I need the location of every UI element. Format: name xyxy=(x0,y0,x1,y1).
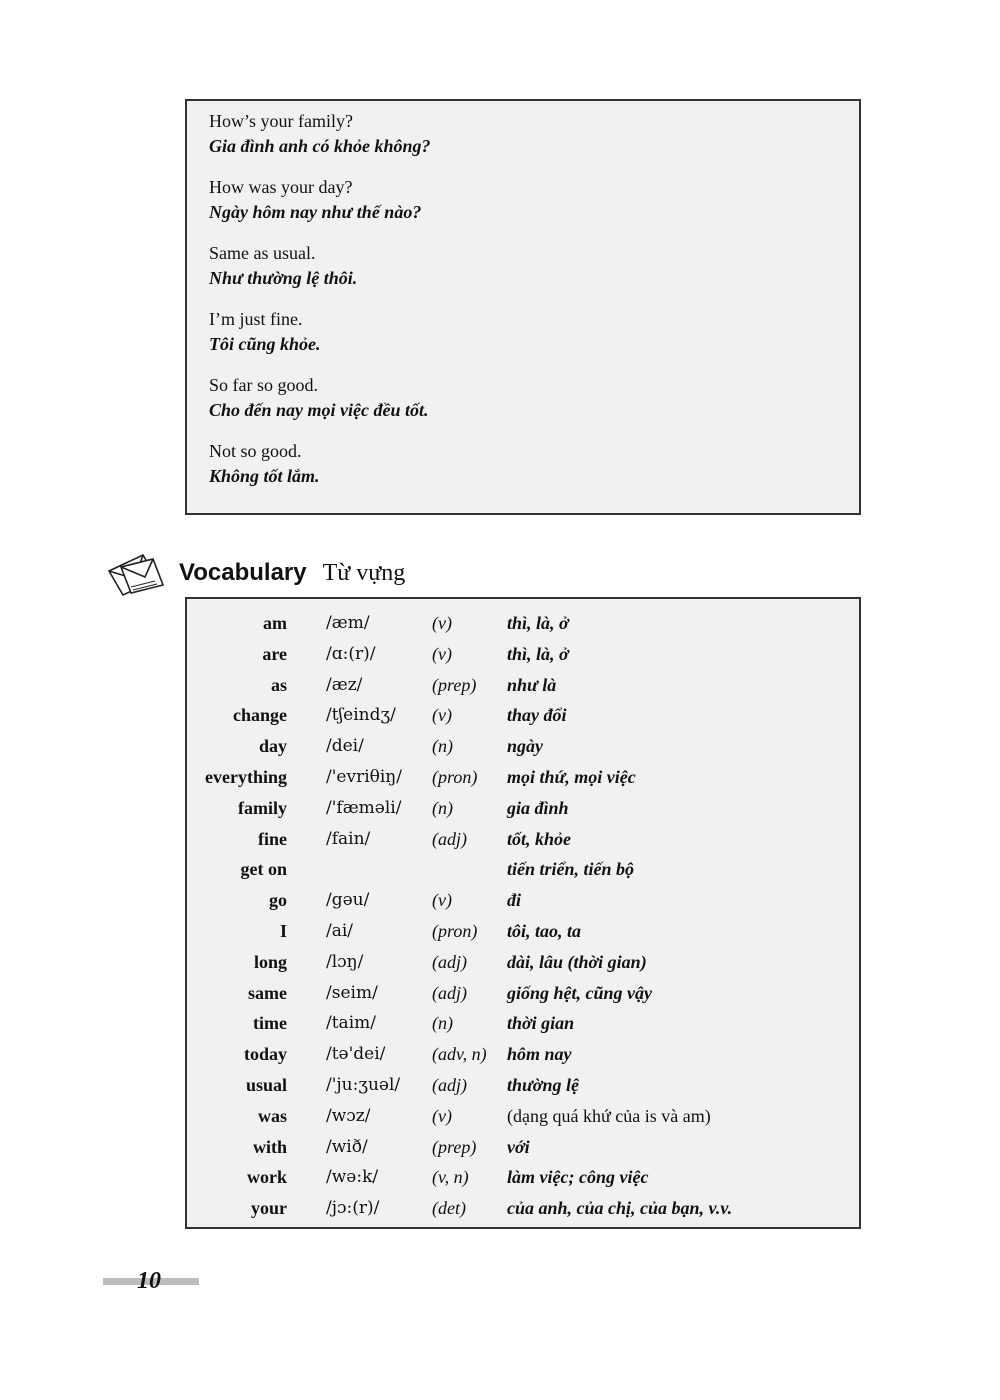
vocab-meaning: dài, lâu (thời gian) xyxy=(507,951,647,972)
envelopes-icon xyxy=(105,549,167,597)
vocab-meaning: thay đổi xyxy=(507,705,567,726)
vocab-row xyxy=(187,854,859,885)
vocab-meaning: với xyxy=(507,1136,530,1157)
vocab-pronunciation: /wɔz/ xyxy=(326,1105,371,1126)
vocab-row xyxy=(187,1193,859,1224)
vocab-row xyxy=(187,978,859,1009)
vocab-part-of-speech: (pron) xyxy=(432,920,478,941)
vocab-row xyxy=(187,947,859,978)
vocab-pronunciation: /ai/ xyxy=(326,920,354,941)
phrase-english: How’s your family? xyxy=(209,111,353,131)
vocab-row xyxy=(187,608,859,639)
vocab-part-of-speech: (v) xyxy=(432,890,452,911)
phrase-english: How was your day? xyxy=(209,177,353,197)
page-number xyxy=(103,1268,203,1294)
vocab-pronunciation: /seim/ xyxy=(326,982,378,1003)
vocab-meaning: tiến triển, tiến bộ xyxy=(507,859,635,880)
phrase-english: I’m just fine. xyxy=(209,309,303,329)
vocab-row xyxy=(187,670,859,701)
phrase-vietnamese: Cho đến nay mọi việc đều tốt. xyxy=(209,400,429,420)
vocab-part-of-speech: (det) xyxy=(432,1198,466,1219)
vocab-row xyxy=(187,762,859,793)
vocab-word: family xyxy=(238,797,287,818)
vocab-meaning: hôm nay xyxy=(507,1044,572,1065)
phrase-english: Same as usual. xyxy=(209,243,316,263)
vocab-word: long xyxy=(253,951,287,972)
vocabulary-header xyxy=(105,548,605,598)
phrase-item xyxy=(209,373,859,423)
phrase-english: So far so good. xyxy=(209,375,318,395)
vocab-word: with xyxy=(252,1136,287,1157)
vocab-meaning: như là xyxy=(507,674,557,695)
vocab-meaning: của anh, của chị, của bạn, v.v. xyxy=(507,1198,733,1219)
vocab-meaning: thường lệ xyxy=(507,1074,579,1095)
vocab-part-of-speech: (pron) xyxy=(432,766,478,787)
vocab-row xyxy=(187,916,859,947)
vocabulary-title-vietnamese: Từ vựng xyxy=(322,559,406,586)
vocab-row xyxy=(187,700,859,731)
vocab-row xyxy=(187,885,859,916)
vocab-meaning: thì, là, ở xyxy=(507,643,569,664)
vocab-pronunciation: /gəu/ xyxy=(326,890,370,911)
vocab-part-of-speech: (n) xyxy=(432,797,453,818)
vocab-word: work xyxy=(247,1167,287,1188)
vocab-part-of-speech: (prep) xyxy=(432,1136,477,1157)
phrase-vietnamese: Tôi cũng khỏe. xyxy=(209,334,321,354)
phrase-vietnamese: Không tốt lắm. xyxy=(209,466,320,486)
vocab-row xyxy=(187,1008,859,1039)
vocab-word: get on xyxy=(240,859,287,880)
phrase-english: Not so good. xyxy=(209,441,302,461)
vocab-pronunciation: /wə:k/ xyxy=(326,1167,379,1188)
vocab-pronunciation: /æm/ xyxy=(326,613,370,633)
vocab-pronunciation: /fain/ xyxy=(326,828,371,849)
vocab-meaning: thì, là, ở xyxy=(507,613,569,633)
vocab-row xyxy=(187,731,859,762)
vocab-part-of-speech: (n) xyxy=(432,1013,453,1034)
vocab-meaning: gia đình xyxy=(507,797,569,818)
vocab-word: go xyxy=(269,890,287,911)
vocab-word: I xyxy=(279,920,287,941)
vocab-pronunciation: /'fæməli/ xyxy=(326,797,402,818)
vocab-meaning: thời gian xyxy=(507,1013,575,1034)
vocab-meaning: mọi thứ, mọi việc xyxy=(507,766,636,787)
vocab-pronunciation: /jɔ:(r)/ xyxy=(326,1198,380,1219)
vocab-word: everything xyxy=(205,766,287,787)
vocab-part-of-speech: (adv, n) xyxy=(432,1044,487,1065)
vocab-row xyxy=(187,1101,859,1132)
vocab-word: today xyxy=(243,1044,287,1065)
vocab-part-of-speech: (n) xyxy=(432,736,453,757)
phrase-item xyxy=(209,307,859,357)
vocab-pronunciation: /'evriθiŋ/ xyxy=(326,766,402,787)
vocab-part-of-speech: (prep) xyxy=(432,674,477,695)
vocab-meaning: (dạng quá khứ của is và am) xyxy=(507,1105,711,1126)
vocab-word: day xyxy=(258,736,287,757)
vocab-meaning: tôi, tao, ta xyxy=(507,920,582,941)
vocab-part-of-speech: (v) xyxy=(432,1105,452,1126)
vocab-row xyxy=(187,1162,859,1193)
vocab-pronunciation: /'ju:ʒuəl/ xyxy=(326,1074,401,1095)
vocab-word: are xyxy=(262,643,287,664)
phrase-vietnamese: Như thường lệ thôi. xyxy=(209,268,358,288)
phrase-item xyxy=(209,439,859,489)
vocab-pronunciation: /lɔŋ/ xyxy=(326,951,364,972)
vocab-pronunciation: /wið/ xyxy=(326,1136,368,1157)
vocab-part-of-speech: (adj) xyxy=(432,982,467,1003)
vocab-row xyxy=(187,793,859,824)
vocab-part-of-speech: (v) xyxy=(432,613,452,633)
vocab-row xyxy=(187,1070,859,1101)
vocab-row xyxy=(187,824,859,855)
vocab-pronunciation: /æz/ xyxy=(326,674,363,695)
vocab-word: your xyxy=(251,1198,287,1219)
vocab-word: fine xyxy=(258,828,287,849)
vocab-part-of-speech: (v, n) xyxy=(432,1167,469,1188)
vocab-pronunciation: /dei/ xyxy=(326,736,364,757)
vocab-part-of-speech: (adj) xyxy=(432,951,467,972)
vocab-meaning: tốt, khỏe xyxy=(507,828,572,849)
vocab-part-of-speech: (v) xyxy=(432,705,452,726)
vocab-part-of-speech: (adj) xyxy=(432,828,467,849)
vocab-word: as xyxy=(270,674,287,695)
vocab-row xyxy=(187,1132,859,1163)
vocab-word: am xyxy=(263,613,287,633)
vocab-meaning: ngày xyxy=(507,736,543,757)
vocab-meaning: giống hệt, cũng vậy xyxy=(507,982,653,1003)
vocab-pronunciation: /tə'dei/ xyxy=(326,1044,386,1065)
page-number-text: 10 xyxy=(137,1267,161,1294)
vocab-word: was xyxy=(257,1105,287,1126)
phrase-item xyxy=(209,241,859,291)
vocabulary-title: Vocabulary xyxy=(179,559,307,586)
vocab-pronunciation: /taim/ xyxy=(326,1013,376,1034)
vocab-word: usual xyxy=(245,1074,287,1095)
phrase-item xyxy=(209,175,859,225)
vocab-row xyxy=(187,1039,859,1070)
vocab-row xyxy=(187,639,859,670)
phrase-vietnamese: Ngày hôm nay như thế nào? xyxy=(209,202,422,222)
vocab-word: change xyxy=(233,705,287,726)
vocabulary-table xyxy=(185,597,861,1229)
vocab-pronunciation: /ɑ:(r)/ xyxy=(326,643,376,664)
vocab-part-of-speech: (v) xyxy=(432,643,452,664)
vocab-word: time xyxy=(253,1013,287,1034)
vocab-meaning: đi xyxy=(507,890,522,911)
vocab-pronunciation: /tʃeindʒ/ xyxy=(326,705,396,726)
vocab-meaning: làm việc; công việc xyxy=(507,1167,649,1188)
phrase-vietnamese: Gia đình anh có khỏe không? xyxy=(209,136,431,156)
vocab-part-of-speech: (adj) xyxy=(432,1074,467,1095)
vocab-word: same xyxy=(248,982,287,1003)
phrase-item xyxy=(209,109,859,159)
phrases-box xyxy=(185,99,861,515)
